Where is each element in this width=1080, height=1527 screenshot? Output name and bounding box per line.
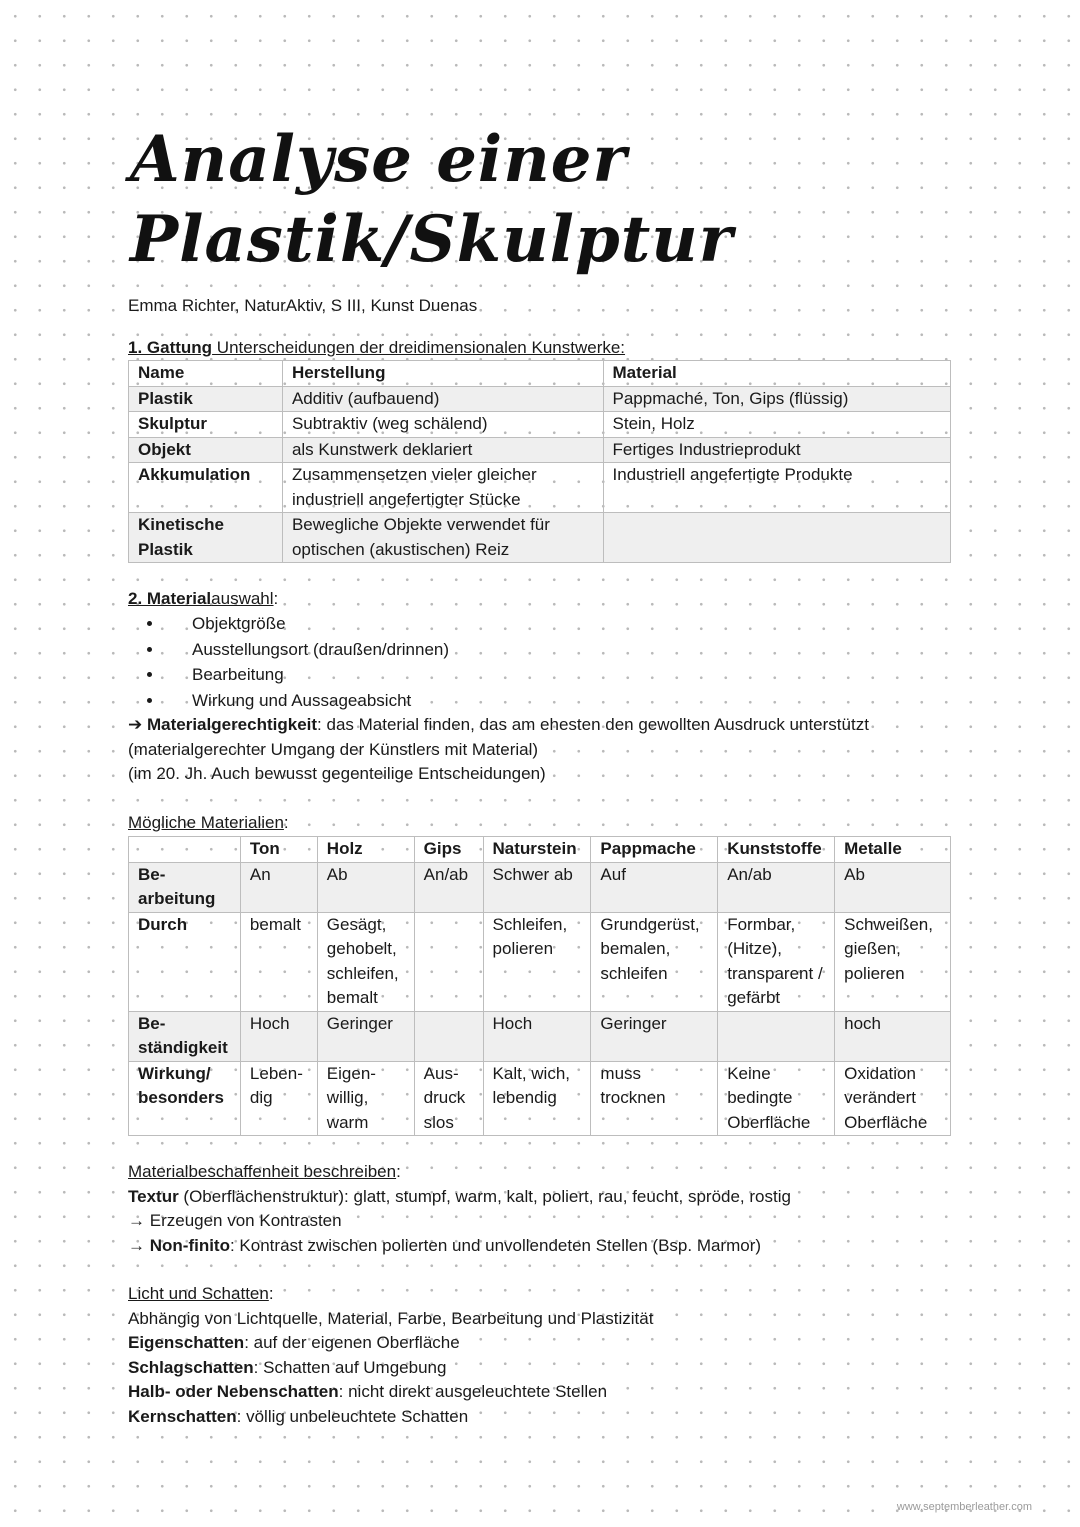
table-cell: Kalt, wich, lebendig <box>483 1061 591 1136</box>
table-cell: Bewegliche Objekte verwendet für optischen (akustischen) Reiz <box>282 513 603 563</box>
table-row <box>129 463 951 513</box>
table-cell: Grundgerüst, bemalen, schleifen <box>591 912 718 1011</box>
section-1-heading <box>128 336 958 360</box>
table-cell <box>603 513 950 563</box>
table-cell: Objekt <box>129 437 283 463</box>
table-cell <box>718 1011 835 1061</box>
term-materialgerechtigkeit: Materialgerechtigkeit <box>146 715 318 734</box>
table-row <box>129 912 951 1011</box>
table-cell <box>414 912 483 1011</box>
table-cell: Eigen-willig, warm <box>317 1061 414 1136</box>
column-header: Pappmache <box>591 837 718 863</box>
table-cell: Auf <box>591 862 718 912</box>
beschaffenheit-label: Materialbeschaffenheit beschreiben <box>128 1162 397 1181</box>
section-2-heading <box>128 587 958 611</box>
shadow-term: Halb- oder Nebenschatten <box>128 1382 339 1401</box>
table-cell: Formbar, (Hitze), transparent / gefärbt <box>718 912 835 1011</box>
arrow-right-icon: → <box>128 1235 145 1255</box>
table-cell: Geringer <box>317 1011 414 1061</box>
table-cell: muss trocknen <box>591 1061 718 1136</box>
table-row <box>129 437 951 463</box>
column-header: Naturstein <box>483 837 591 863</box>
licht-colon: : <box>268 1284 274 1303</box>
table-cell: Keine bedingte Oberfläche <box>718 1061 835 1136</box>
table-cell: Hoch <box>240 1011 317 1061</box>
table-header-row <box>129 361 951 387</box>
table-cell: Pappmaché, Ton, Gips (flüssig) <box>603 386 950 412</box>
table-header-row <box>129 837 951 863</box>
table-cell: Schweißen, gießen, polieren <box>835 912 951 1011</box>
note-line: (im 20. Jh. Auch bewusst gegenteilige Entscheidungen) <box>128 764 546 783</box>
column-header: Material <box>603 361 950 387</box>
list-item: • Bearbeitung <box>164 662 958 688</box>
beschaffenheit-heading <box>128 1160 958 1185</box>
table-cell: bemalt <box>240 912 317 1011</box>
table-cell: An <box>240 862 317 912</box>
shadow-term: Kernschatten <box>128 1406 237 1426</box>
column-header <box>129 837 241 863</box>
table-cell: Be-arbeitung <box>129 862 241 912</box>
arrow-right-icon: → <box>128 1211 145 1230</box>
materials-heading <box>128 811 958 836</box>
shadow-desc: : völlig unbeleuchtete Schatten <box>236 1406 469 1426</box>
column-header: Holz <box>317 837 414 863</box>
table-cell: Stein, Holz <box>603 412 950 438</box>
table-row <box>129 1011 951 1061</box>
table-row <box>129 513 951 563</box>
column-header: Herstellung <box>282 361 603 387</box>
beschaffenheit-colon: : <box>396 1162 401 1181</box>
licht-label: Licht und Schatten <box>128 1284 269 1303</box>
page-title: Analyse einer Plastik/Skulptur <box>130 122 734 277</box>
author-line: Emma Richter, NaturAktiv, S III, Kunst Duenas <box>128 296 478 315</box>
table-cell: als Kunstwerk deklariert <box>282 437 603 463</box>
licht-heading <box>128 1282 958 1307</box>
table-cell: Subtraktiv (weg schälend) <box>282 412 603 438</box>
column-header: Ton <box>240 837 317 863</box>
arrow-text: Erzeugen von Kontrasten <box>149 1211 342 1230</box>
column-header: Name <box>129 361 283 387</box>
table-cell: hoch <box>835 1011 951 1061</box>
watermark-footer: www.septemberleather.com <box>896 1501 1032 1513</box>
section-2-number: 2. Material <box>128 589 212 608</box>
term-description: (Oberflächenstruktur): glatt, stumpf, warm, kalt, poliert, rau, feucht, spröde, rostig <box>178 1186 791 1206</box>
table-cell: Wirkung/ besonders <box>129 1061 241 1136</box>
table-cell: Fertiges Industrieprodukt <box>603 437 950 463</box>
term-description: : Kontrast zwischen polierten und unvollendeten Stellen (Bsp. Marmor) <box>229 1235 762 1255</box>
table-cell: Gesägt, gehobelt, schleifen, bemalt <box>317 912 414 1011</box>
list-item: • Objektgröße <box>164 611 958 637</box>
section-2-title: auswahl <box>211 589 274 608</box>
column-header: Metalle <box>835 837 951 863</box>
shadow-term: Schlagschatten <box>128 1357 254 1377</box>
list-item: • Ausstellungsort (draußen/drinnen) <box>164 637 958 663</box>
note-line: (materialgerechter Umgang der Künstlers mit Material) <box>128 739 539 759</box>
table-cell: Schwer ab <box>483 862 591 912</box>
column-header: Gips <box>414 837 483 863</box>
table-cell <box>414 1011 483 1061</box>
table-cell: Additiv (aufbauend) <box>282 386 603 412</box>
shadow-desc: : auf der eigenen Oberfläche <box>244 1333 460 1352</box>
materials-table <box>128 836 951 1136</box>
table-row <box>129 412 951 438</box>
table-cell: Kinetische Plastik <box>129 513 283 563</box>
conclusion-line <box>128 713 958 738</box>
arrow-line <box>128 1209 958 1234</box>
table-cell: Skulptur <box>129 412 283 438</box>
licht-intro: Abhängig von Lichtquelle, Material, Farbe, Bearbeitung und Plastizität <box>128 1308 654 1328</box>
table-cell: Ab <box>317 862 414 912</box>
term-non-finito: Non-finito <box>149 1235 230 1255</box>
table-cell: An/ab <box>718 862 835 912</box>
table-cell: Leben-dig <box>240 1061 317 1136</box>
shadow-desc: : Schatten auf Umgebung <box>253 1357 447 1377</box>
shadow-item <box>128 1405 958 1430</box>
arrow-right-icon: ➔ <box>128 715 143 734</box>
document-page <box>128 120 958 1429</box>
section-1-number: 1. Gattung <box>128 338 213 357</box>
table-row <box>129 386 951 412</box>
shadow-term: Eigenschatten <box>128 1333 245 1352</box>
table-cell: Plastik <box>129 386 283 412</box>
textur-line <box>128 1185 958 1210</box>
section-2-colon: : <box>273 589 279 608</box>
gattung-table <box>128 360 951 563</box>
criteria-list <box>128 611 958 713</box>
table-cell: Ab <box>835 862 951 912</box>
table-cell: An/ab <box>414 862 483 912</box>
table-cell: Hoch <box>483 1011 591 1061</box>
shadow-desc: : nicht direkt ausgeleuchtete Stellen <box>338 1382 608 1401</box>
materials-colon: : <box>283 812 289 832</box>
table-cell: Oxidation verändert Oberfläche <box>835 1061 951 1136</box>
table-row <box>129 862 951 912</box>
table-cell: Industriell angefertigte Produkte <box>603 463 950 513</box>
table-cell: Aus-druck slos <box>414 1061 483 1136</box>
materials-label: Mögliche Materialien <box>128 812 284 832</box>
table-cell: Durch <box>129 912 241 1011</box>
shadow-item <box>128 1331 958 1356</box>
list-item: • Wirkung und Aussageabsicht <box>164 688 958 714</box>
shadow-item <box>128 1356 958 1381</box>
table-cell: Schleifen, polieren <box>483 912 591 1011</box>
shadow-item <box>128 1380 958 1405</box>
table-cell: Zusammensetzen vieler gleicher industriell angefertigter Stücke <box>282 463 603 513</box>
arrow-line <box>128 1234 958 1259</box>
table-cell: Geringer <box>591 1011 718 1061</box>
column-header: Kunststoffe <box>718 837 835 863</box>
term-description: : das Material finden, das am ehesten den gewollten Ausdruck unterstützt <box>317 715 869 734</box>
table-cell: Akkumulation <box>129 463 283 513</box>
section-1-title: Unterscheidungen der dreidimensionalen Kunstwerke: <box>212 338 626 357</box>
table-cell: Be-ständigkeit <box>129 1011 241 1061</box>
table-row <box>129 1061 951 1136</box>
term-textur: Textur <box>128 1186 179 1206</box>
